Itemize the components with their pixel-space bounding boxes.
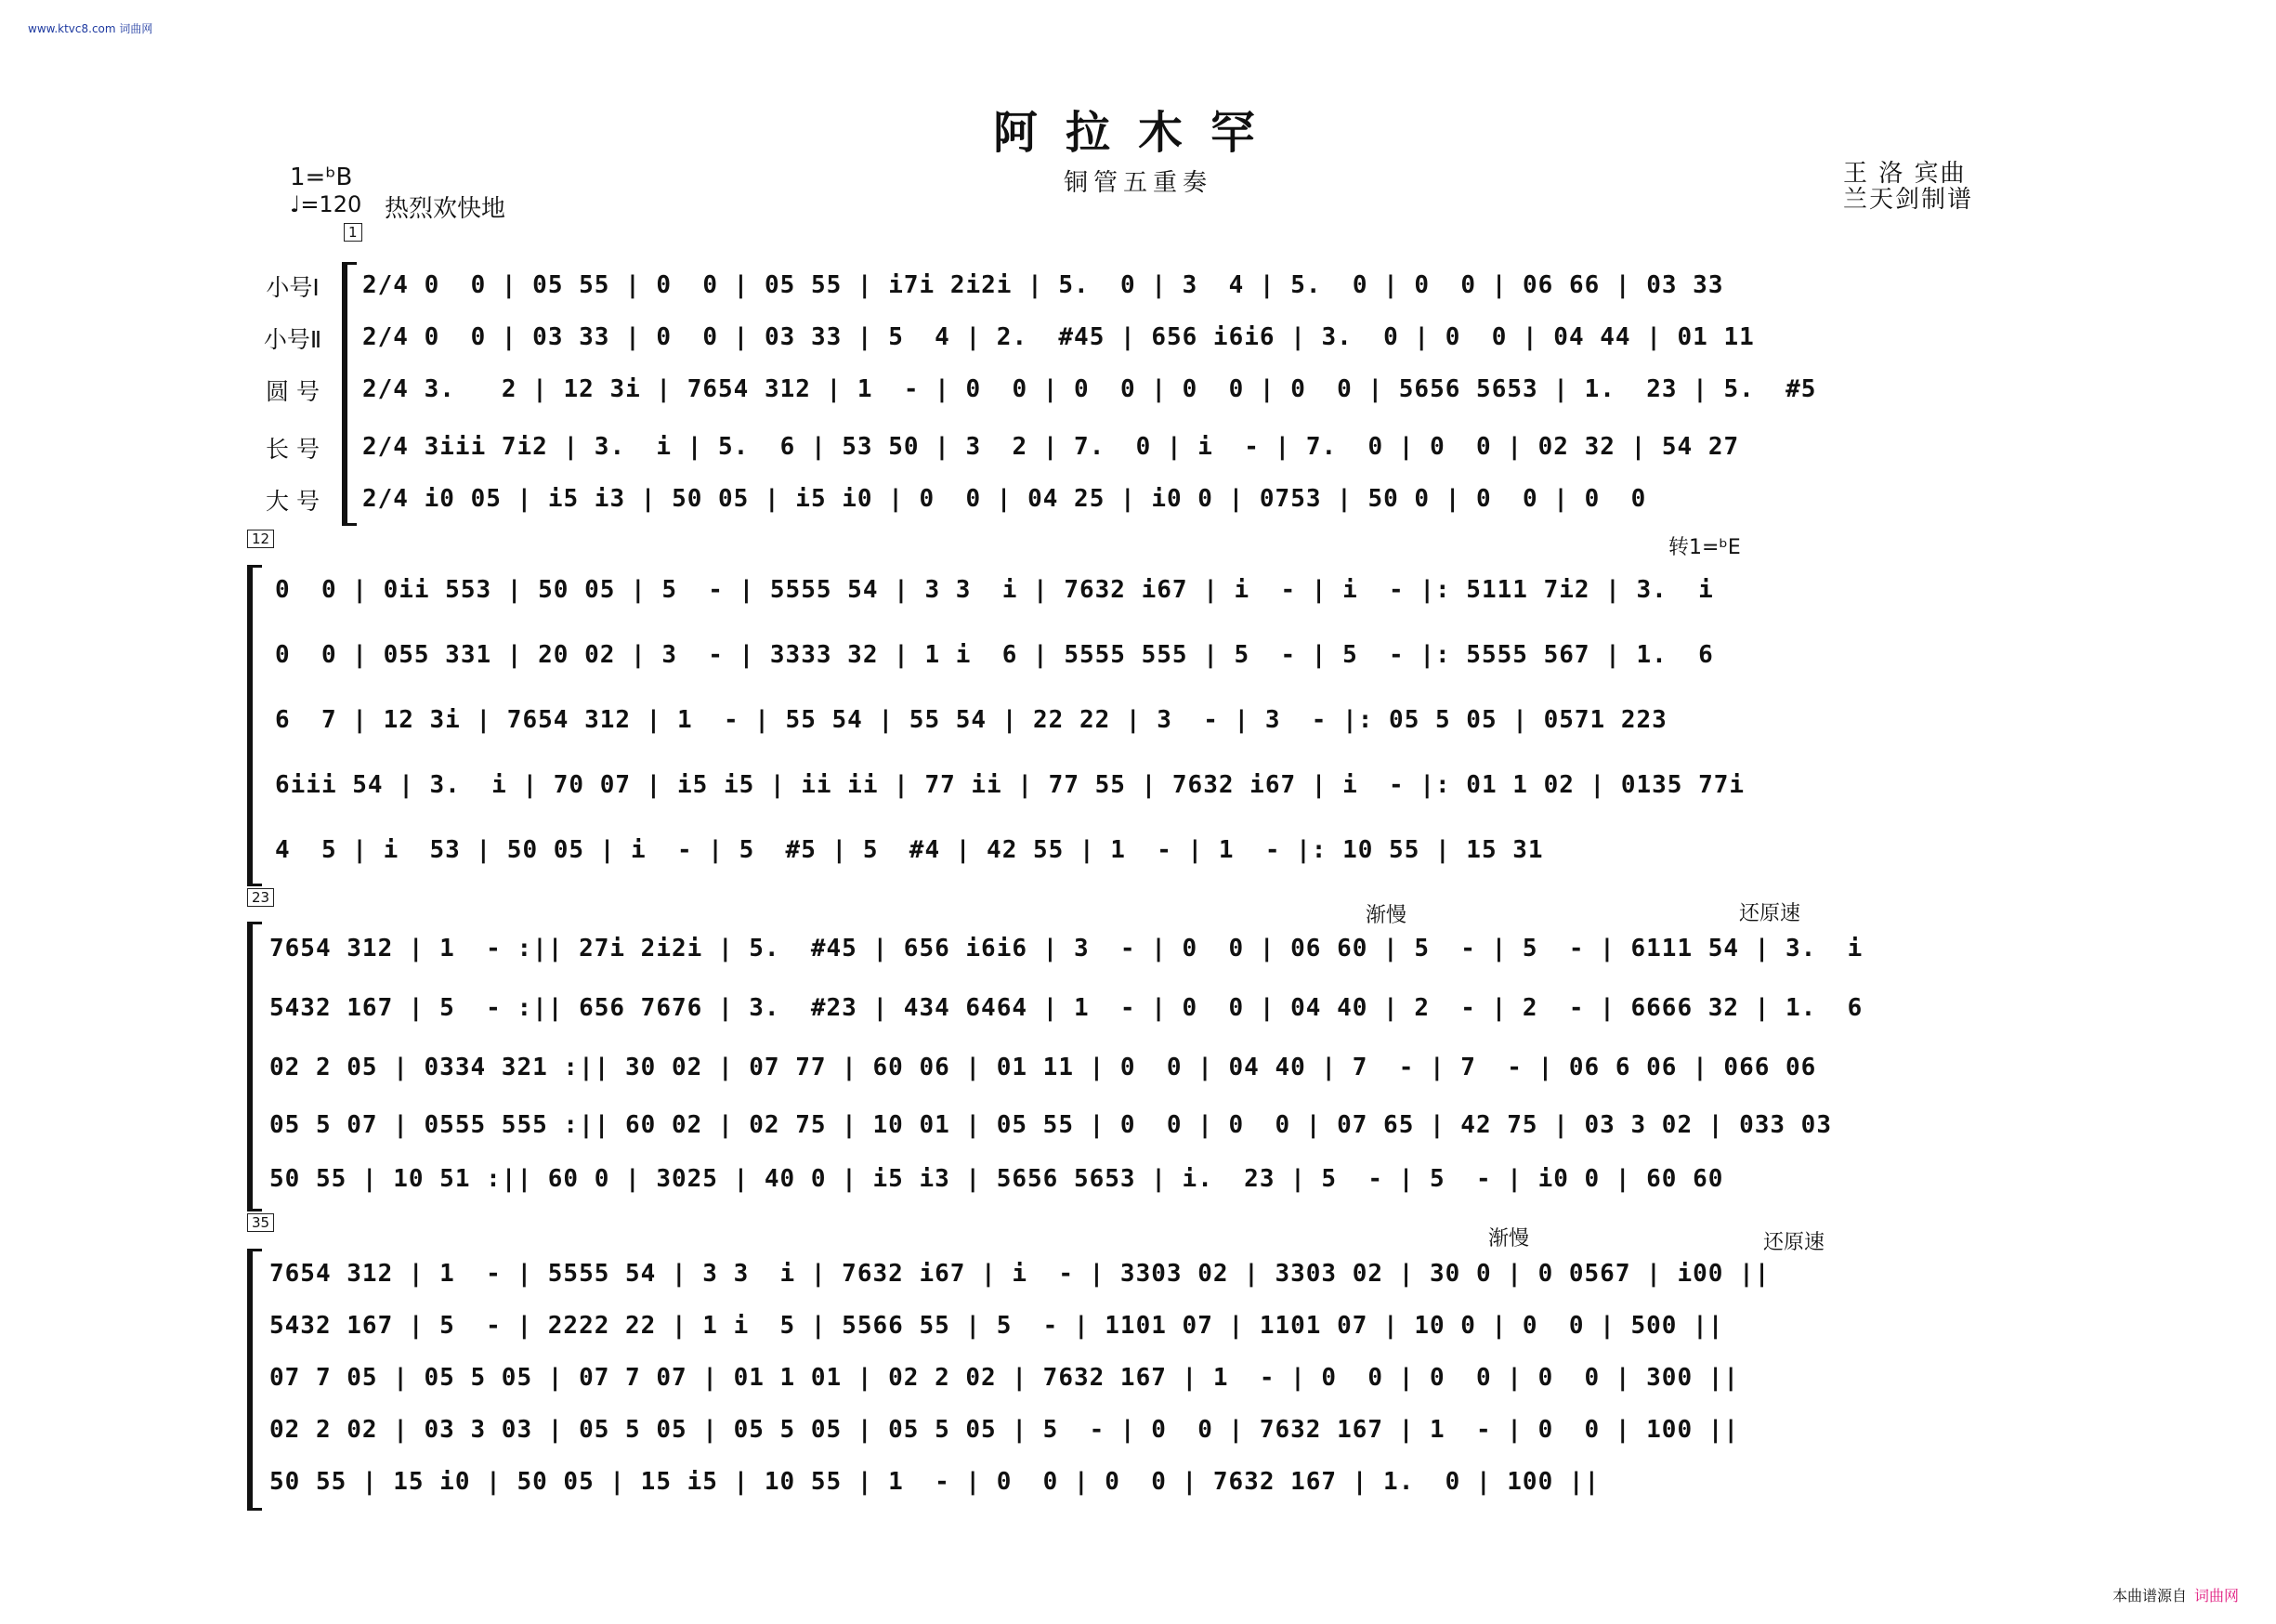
instrument-label: 圆 号: [266, 378, 320, 405]
system-bracket: [342, 262, 357, 526]
instrument-label: 长 号: [266, 436, 320, 463]
staff-row: 0 0 | 0ii 553 | 50 05 | 5 - | 5555 54 | 3 3 i | 7632 i67 | i - | i - |: 5111 7i2 | 3. i: [275, 576, 1714, 604]
staff-row: 6 7 | 12 3i | 7654 312 | 1 - | 55 54 | 55 54 | 22 22 | 3 - | 3 - |: 05 5 05 | 0571 223: [275, 706, 1668, 734]
staff-row: 7654 312 | 1 - :|| 27i 2i2i | 5. #45 | 656 i6i6 | 3 - | 0 0 | 06 60 | 5 - | 5 - | 6111 54 | 3. i: [269, 935, 1864, 963]
footer-brand-link[interactable]: 词曲网: [2193, 1587, 2239, 1604]
staff-row: 0 0 | 055 331 | 20 02 | 3 - | 3333 32 | 1 i 6 | 5555 555 | 5 - | 5 - |: 5555 567 | 1. 6: [275, 641, 1714, 669]
staff-row: 50 55 | 10 51 :|| 60 0 | 3025 | 40 0 | i5 i3 | 5656 5653 | i. 23 | 5 - | 5 - | i0 0 | 60 60: [269, 1165, 1724, 1193]
staff-row: 02 2 05 | 0334 321 :|| 30 02 | 07 77 | 60 06 | 01 11 | 0 0 | 04 40 | 7 - | 7 - | 06 6 06 | 066 06: [269, 1054, 1817, 1081]
tempo-annotation: 还原速: [1763, 1231, 1825, 1254]
footer-credit: [2112, 1584, 2239, 1605]
score-title: 阿拉木罕: [992, 107, 1283, 159]
staff-row: 7654 312 | 1 - | 5555 54 | 3 3 i | 7632 i67 | i - | 3303 02 | 3303 02 | 30 0 | 0 0567 | i00 ||: [269, 1260, 1771, 1288]
section-number: 12: [247, 530, 274, 548]
system-bracket: [247, 922, 262, 1211]
staff-row: 2/4 3iii 7i2 | 3. i | 5. 6 | 53 50 | 3 2 | 7. 0 | i - | 7. 0 | 0 0 | 02 32 | 54 27: [362, 433, 1740, 461]
system-bracket: [247, 1249, 262, 1511]
instrument-label: 大 号: [266, 488, 320, 515]
staff-row: 6iii 54 | 3. i | 70 07 | i5 i5 | ii ii | 77 ii | 77 55 | 7632 i67 | i - |: 01 1 02 | 0135 77i: [275, 771, 1746, 799]
site-link[interactable]: www.ktvc8.com 词曲网: [28, 22, 153, 35]
staff-row: 5432 167 | 5 - | 2222 22 | 1 i 5 | 5566 55 | 5 - | 1101 07 | 1101 07 | 10 0 | 0 0 | 500 ||: [269, 1312, 1724, 1340]
tempo-marking: ♩=120: [290, 191, 362, 217]
staff-row: 2/4 3. 2 | 12 3i | 7654 312 | 1 - | 0 0 | 0 0 | 0 0 | 0 0 | 5656 5653 | 1. 23 | 5. #5: [362, 375, 1817, 403]
staff-row: 07 7 05 | 05 5 05 | 07 7 07 | 01 1 01 | 02 2 02 | 7632 167 | 1 - | 0 0 | 0 0 | 0 0 | 300 ||: [269, 1364, 1740, 1392]
composer-credit: 王 洛 宾曲: [1843, 160, 1967, 188]
system-bracket: [247, 565, 262, 886]
arranger-credit: 兰天剑制谱: [1843, 186, 1974, 214]
staff-row: 2/4 0 0 | 03 33 | 0 0 | 03 33 | 5 4 | 2. #45 | 656 i6i6 | 3. 0 | 0 0 | 04 44 | 01 11: [362, 323, 1755, 351]
expression-marking: 热烈欢快地: [385, 195, 506, 223]
tempo-annotation: 渐慢: [1488, 1227, 1530, 1251]
score-subtitle: 铜管五重奏: [1063, 169, 1212, 197]
staff-row: 4 5 | i 53 | 50 05 | i - | 5 #5 | 5 #4 | 42 55 | 1 - | 1 - |: 10 55 | 15 31: [275, 836, 1544, 864]
instrument-label: 小号Ⅱ: [263, 326, 322, 353]
section-number: 35: [247, 1213, 274, 1232]
key-change-annotation: 转1=ᵇE: [1668, 536, 1741, 559]
tempo-annotation: 还原速: [1739, 902, 1801, 925]
staff-row: 2/4 0 0 | 05 55 | 0 0 | 05 55 | i7i 2i2i | 5. 0 | 3 4 | 5. 0 | 0 0 | 06 66 | 03 33: [362, 271, 1724, 299]
key-signature: 1=ᵇB: [290, 164, 353, 191]
tempo-annotation: 渐慢: [1366, 904, 1407, 927]
section-number: 23: [247, 888, 274, 907]
instrument-label: 小号Ⅰ: [266, 274, 320, 301]
staff-row: 02 2 02 | 03 3 03 | 05 5 05 | 05 5 05 | 05 5 05 | 5 - | 0 0 | 7632 167 | 1 - | 0 0 | 100 ||: [269, 1416, 1740, 1444]
staff-row: 50 55 | 15 i0 | 50 05 | 15 i5 | 10 55 | 1 - | 0 0 | 0 0 | 7632 167 | 1. 0 | 100 ||: [269, 1468, 1601, 1496]
staff-row: 5432 167 | 5 - :|| 656 7676 | 3. #23 | 434 6464 | 1 - | 0 0 | 04 40 | 2 - | 2 - | 6666 32 | 1. 6: [269, 994, 1864, 1022]
staff-row: 05 5 07 | 0555 555 :|| 60 02 | 02 75 | 10 01 | 05 55 | 0 0 | 0 0 | 07 65 | 42 75 | 03 3 02 | 033 03: [269, 1111, 1832, 1139]
section-number: 1: [344, 223, 362, 242]
footer-source: 本曲谱源自: [2112, 1587, 2187, 1604]
staff-row: 2/4 i0 05 | i5 i3 | 50 05 | i5 i0 | 0 0 | 04 25 | i0 0 | 0753 | 50 0 | 0 0 | 0 0: [362, 485, 1647, 513]
